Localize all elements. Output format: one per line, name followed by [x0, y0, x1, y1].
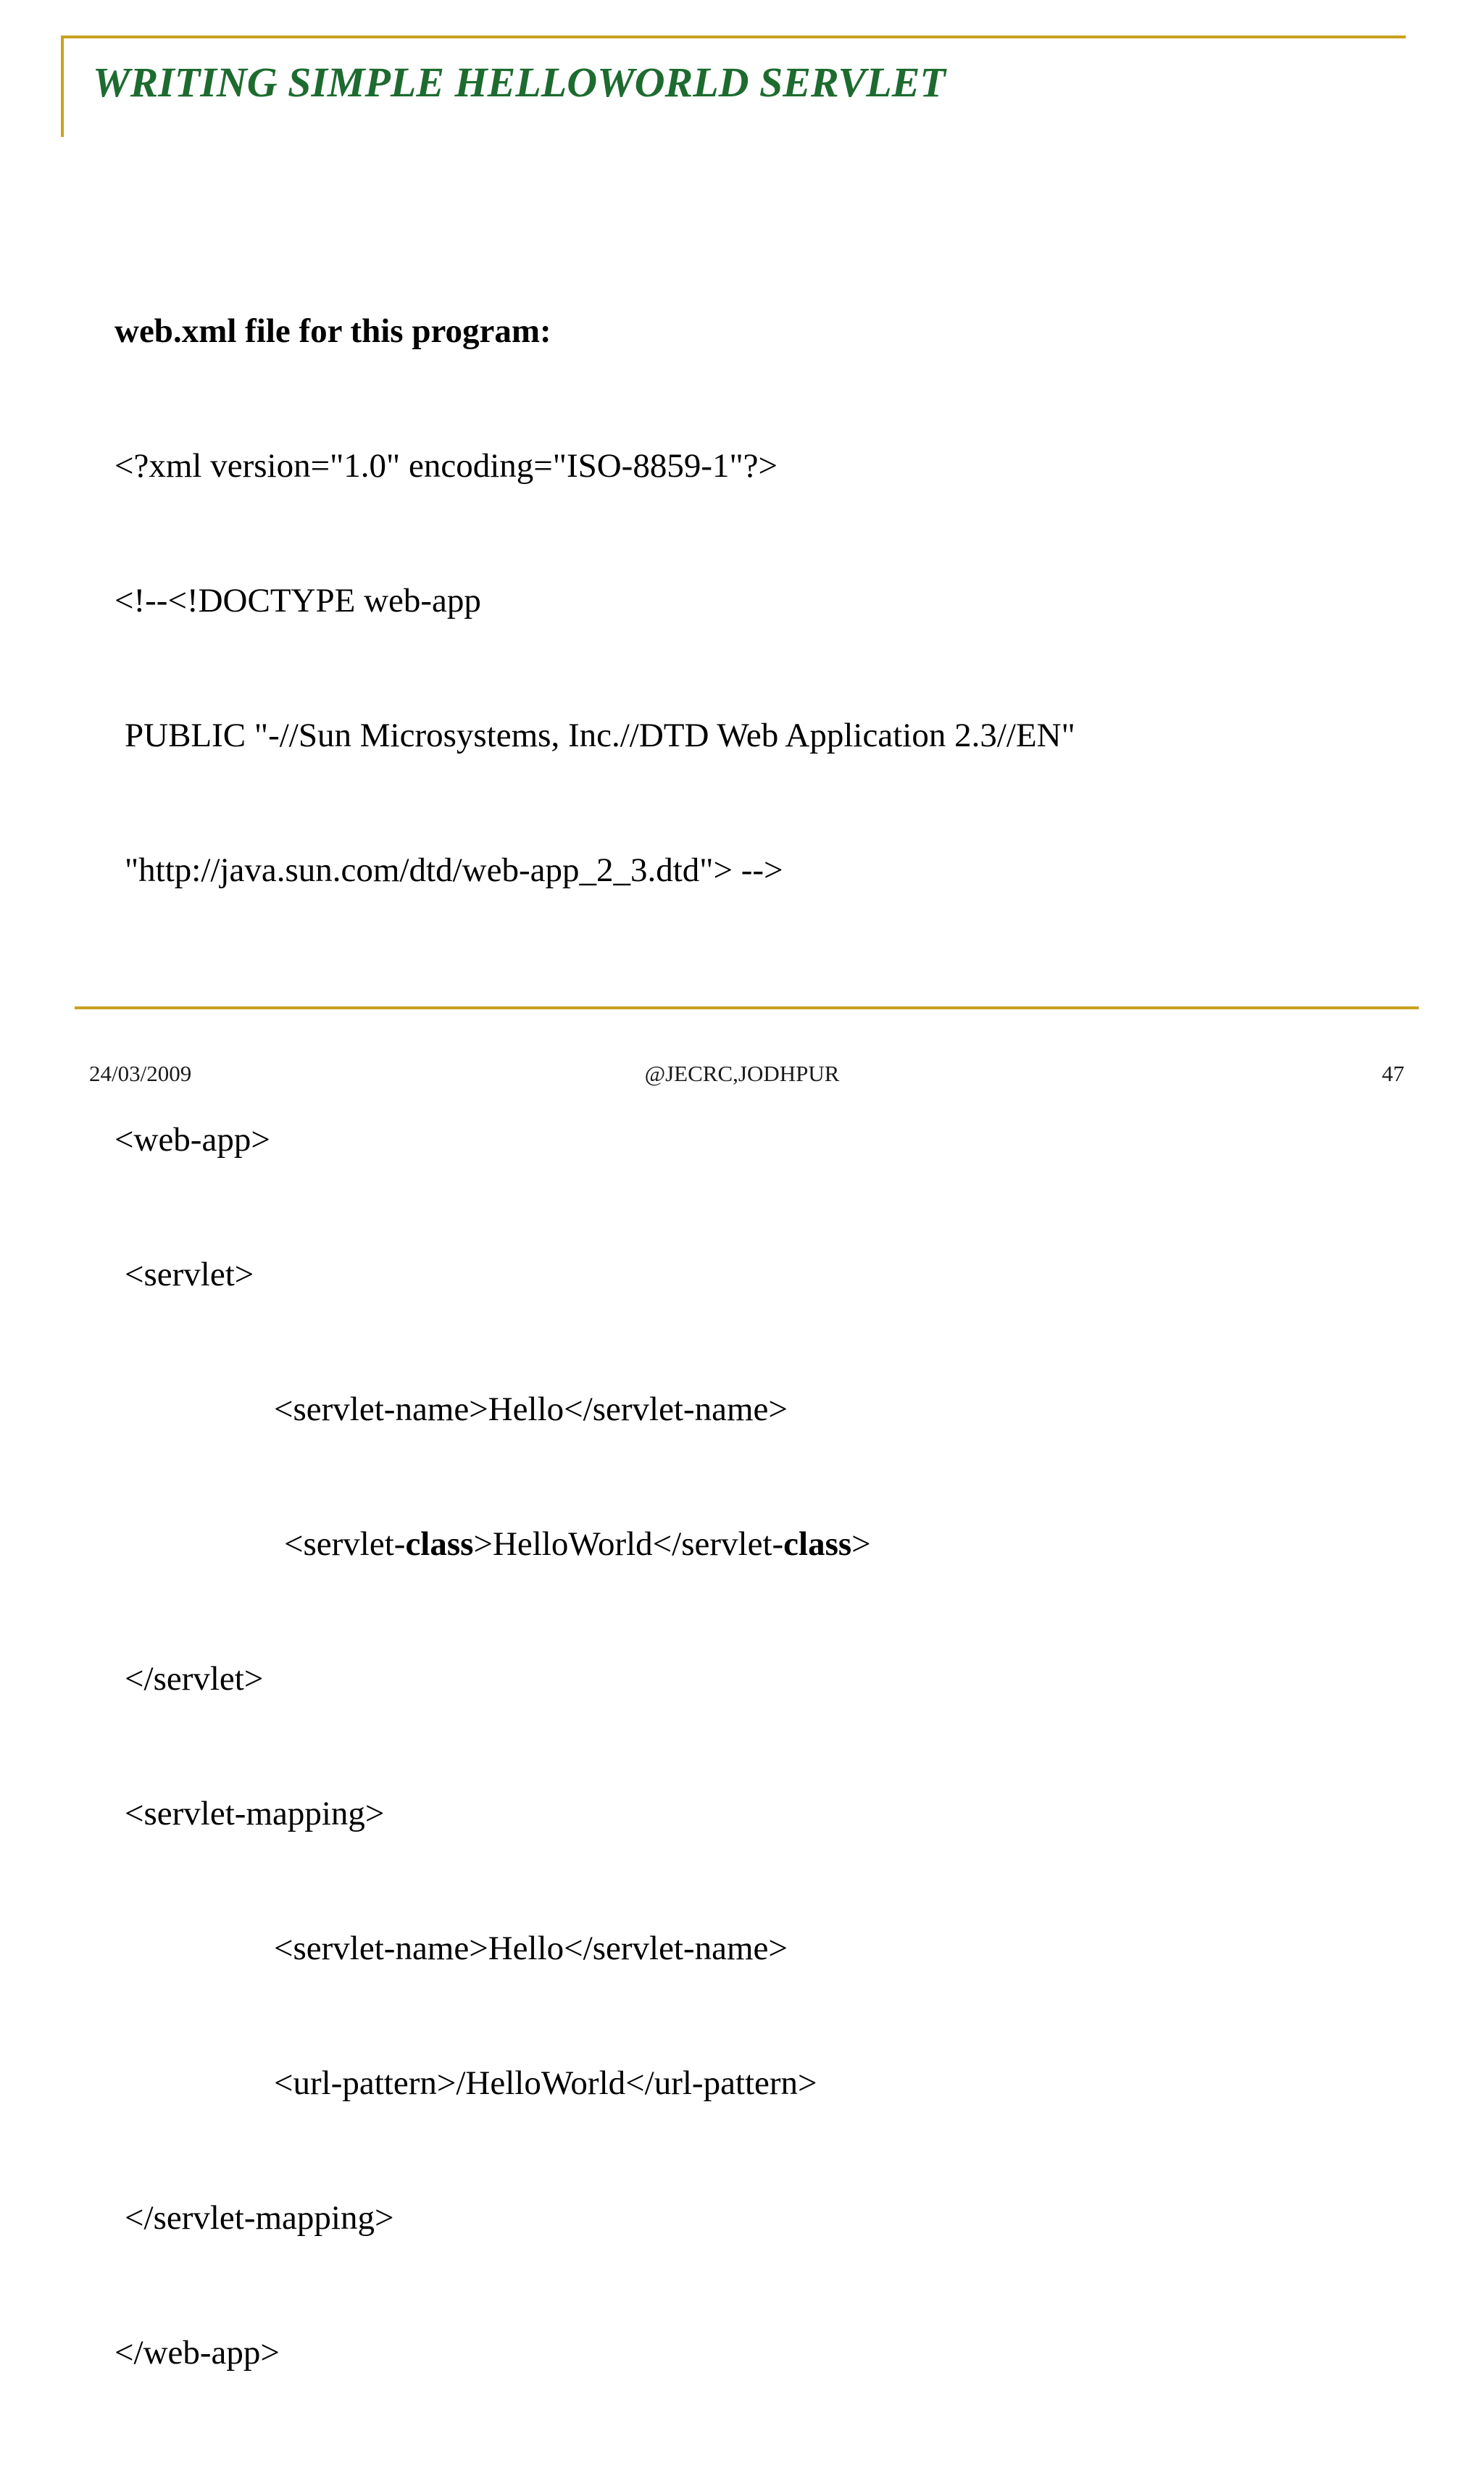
slide-body — [114, 219, 1075, 2465]
code-line-doctype-public: PUBLIC "-//Sun Microsystems, Inc.//DTD Web Application 2.3//EN" — [125, 717, 1075, 754]
code-line-servlet-close: </servlet> — [125, 1660, 264, 1698]
left-divider — [61, 36, 64, 137]
code-line-doctype-open: <!--<!DOCTYPE web-app — [114, 582, 481, 620]
code-line-servlet-class — [114, 1522, 1075, 1567]
code-line-servlet-name: <servlet-name>Hello</servlet-name> — [274, 1390, 788, 1428]
servlet-class-post: > — [851, 1525, 871, 1563]
slide-title: WRITING SIMPLE HELLOWORLD SERVLET — [93, 59, 946, 106]
code-line-servlet-open: <servlet> — [125, 1256, 254, 1293]
servlet-class-keyword: class — [405, 1525, 474, 1563]
footer-date: 24/03/2009 — [89, 1061, 192, 1086]
code-line-mapping-name: <servlet-name>Hello</servlet-name> — [274, 1930, 788, 1967]
blank-line — [114, 983, 1075, 1027]
intro-text: web.xml file for this program: — [114, 312, 551, 350]
code-line-webapp-close: </web-app> — [114, 2334, 280, 2372]
top-divider — [61, 36, 1406, 38]
bottom-divider — [75, 1006, 1419, 1009]
code-line-url-pattern: <url-pattern>/HelloWorld</url-pattern> — [274, 2064, 817, 2102]
page-number: 47 — [1382, 1061, 1404, 1086]
code-line-mapping-open: <servlet-mapping> — [125, 1795, 385, 1832]
code-line-xml-decl: <?xml version="1.0" encoding="ISO-8859-1"?> — [114, 447, 778, 485]
code-line-doctype-dtd: "http://java.sun.com/dtd/web-app_2_3.dtd"> --> — [125, 851, 783, 889]
servlet-class-keyword-close: class — [783, 1525, 852, 1563]
servlet-class-pre: <servlet- — [284, 1525, 406, 1563]
code-line-webapp-open: <web-app> — [114, 1121, 270, 1159]
footer-organization: @JECRC,JODHPUR — [644, 1061, 840, 1086]
servlet-class-mid: >HelloWorld</servlet- — [473, 1525, 784, 1563]
code-line-mapping-close: </servlet-mapping> — [125, 2199, 394, 2237]
